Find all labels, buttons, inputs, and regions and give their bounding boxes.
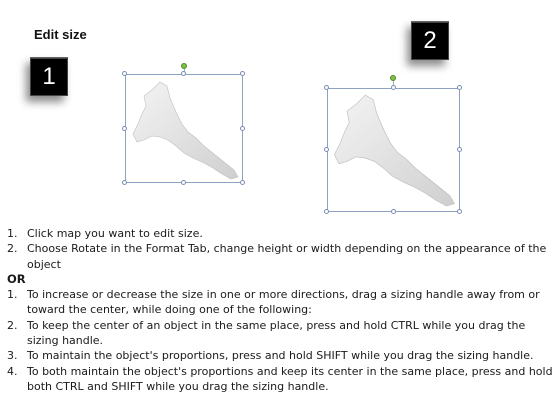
list-item [7, 226, 555, 241]
sizing-handle-e[interactable] [240, 126, 245, 131]
or-label: OR [7, 271, 26, 286]
step-badge-1: 1 [30, 57, 68, 96]
list-number: 3. [7, 349, 18, 363]
list-text: To both maintain the object's proportions and keep its center in the same place, press and hold both CTRL and SHIFT while you drag the sizing handle. [27, 364, 553, 393]
sizing-handle-n[interactable] [391, 85, 396, 90]
rotation-handle-icon[interactable] [181, 63, 187, 69]
sizing-handle-ne[interactable] [240, 71, 245, 76]
list-item [7, 318, 555, 349]
sizing-handle-e[interactable] [457, 147, 462, 152]
sizing-handle-s[interactable] [181, 180, 186, 185]
list-text: Click map you want to edit size. [27, 227, 203, 240]
sizing-handle-n[interactable] [181, 71, 186, 76]
list-item [7, 241, 555, 272]
rotation-handle-icon[interactable] [390, 75, 396, 81]
instructions [7, 226, 555, 394]
sizing-handle-w[interactable] [122, 126, 127, 131]
list-text: Choose Rotate in the Format Tab, change height or width depending on the appearance of the object [27, 242, 547, 271]
list-item [7, 287, 555, 318]
sizing-handle-nw[interactable] [122, 71, 127, 76]
instruction-list-a [7, 226, 555, 272]
sizing-handle-s[interactable] [391, 209, 396, 214]
instruction-list-b [7, 287, 555, 394]
sizing-handle-se[interactable] [240, 180, 245, 185]
sizing-handle-w[interactable] [324, 147, 329, 152]
sizing-handle-sw[interactable] [122, 180, 127, 185]
map-shape-icon[interactable] [331, 92, 459, 208]
sizing-handle-ne[interactable] [457, 85, 462, 90]
list-number: 1. [7, 288, 18, 302]
page-title: Edit size [34, 27, 87, 42]
sizing-handle-sw[interactable] [324, 209, 329, 214]
list-number: 2. [7, 242, 18, 256]
list-text: To maintain the object's proportions, press and hold SHIFT while you drag the sizing handle. [27, 349, 534, 363]
sizing-handle-nw[interactable] [324, 85, 329, 90]
map-shape-icon[interactable] [130, 80, 242, 180]
list-item [7, 364, 555, 395]
list-text: To increase or decrease the size in one or more directions, drag a sizing handle away from or toward the center, while doing one of the following: [27, 288, 540, 317]
list-number: 2. [7, 318, 18, 332]
sizing-handle-se[interactable] [457, 209, 462, 214]
list-number: 4. [7, 364, 18, 378]
step-badge-2: 2 [411, 21, 449, 60]
list-item [7, 348, 555, 363]
list-text: To keep the center of an object in the same place, press and hold CTRL while you drag the sizing handle. [27, 318, 526, 348]
list-number: 1. [7, 227, 18, 240]
